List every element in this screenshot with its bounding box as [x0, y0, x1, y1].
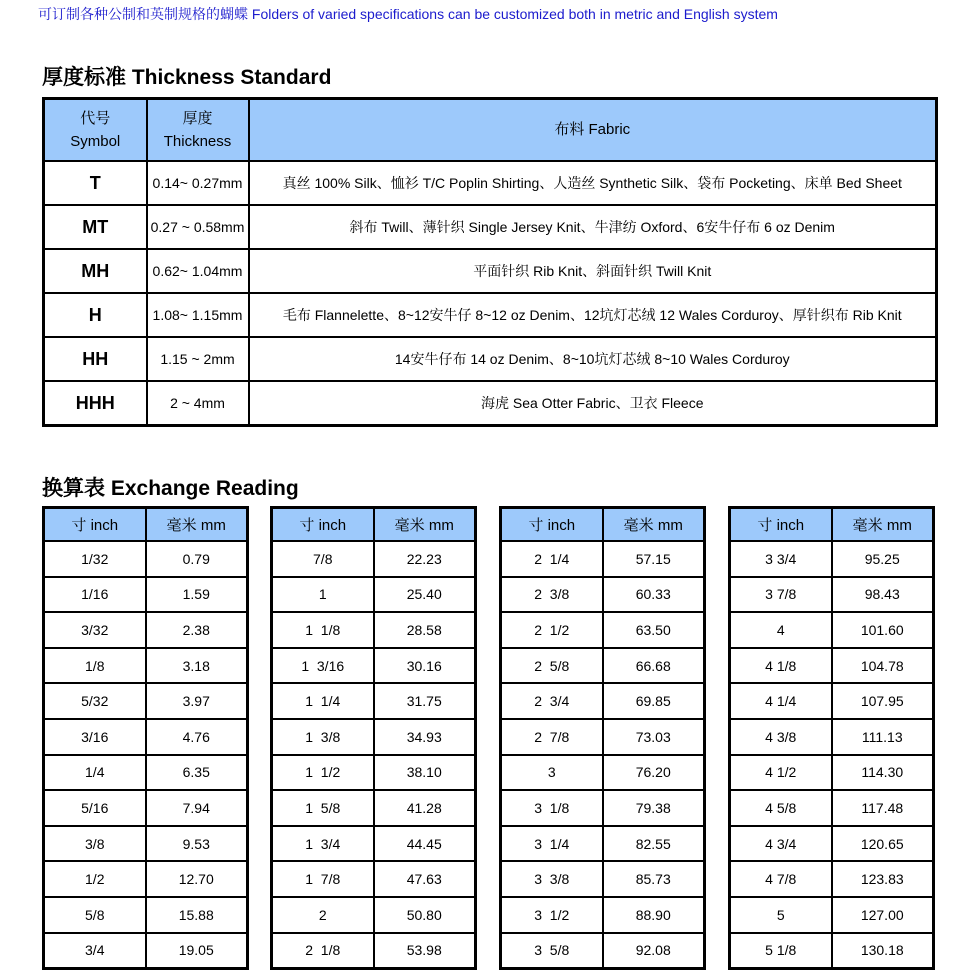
mm-cell: 3.18	[146, 648, 248, 684]
thickness-cell: 2 ~ 4mm	[147, 381, 249, 426]
inch-cell: 4 1/8	[730, 648, 832, 684]
exchange-header-row	[730, 508, 934, 542]
thickness-header-symbol	[44, 99, 147, 162]
inch-cell: 3 1/8	[501, 790, 603, 826]
thickness-row	[44, 161, 937, 205]
inch-cell: 3 3/4	[730, 541, 832, 577]
exchange-row	[44, 683, 248, 719]
mm-cell: 127.00	[832, 897, 934, 933]
mm-cell: 85.73	[603, 861, 705, 897]
inch-cell: 2 1/2	[501, 612, 603, 648]
inch-cell: 1 1/8	[272, 612, 374, 648]
inch-cell: 1 3/16	[272, 648, 374, 684]
thickness-cell: 0.62~ 1.04mm	[147, 249, 249, 293]
fabric-cell: 斜布 Twill、薄针织 Single Jersey Knit、牛津纺 Oxford、6安牛仔布 6 oz Denim	[249, 205, 937, 249]
inch-cell: 1 5/8	[272, 790, 374, 826]
inch-cell: 3 1/4	[501, 826, 603, 862]
thickness-table-body	[44, 161, 937, 426]
mm-cell: 22.23	[374, 541, 476, 577]
exchange-row	[272, 612, 476, 648]
mm-cell: 69.85	[603, 683, 705, 719]
exchange-row	[730, 577, 934, 613]
thickness-header-thickness	[147, 99, 249, 162]
mm-cell: 25.40	[374, 577, 476, 613]
inch-cell: 5/8	[44, 897, 146, 933]
exchange-row	[730, 719, 934, 755]
exchange-row	[272, 897, 476, 933]
mm-cell: 50.80	[374, 897, 476, 933]
mm-cell: 6.35	[146, 755, 248, 791]
inch-cell: 7/8	[272, 541, 374, 577]
exchange-row	[730, 755, 934, 791]
mm-cell: 104.78	[832, 648, 934, 684]
mm-cell: 60.33	[603, 577, 705, 613]
mm-cell: 28.58	[374, 612, 476, 648]
exchange-header-mm: 毫米 mm	[603, 508, 705, 542]
symbol-cell: HH	[44, 337, 147, 381]
inch-cell: 3/32	[44, 612, 146, 648]
mm-cell: 1.59	[146, 577, 248, 613]
inch-cell: 5/32	[44, 683, 146, 719]
mm-cell: 82.55	[603, 826, 705, 862]
mm-cell: 111.13	[832, 719, 934, 755]
inch-cell: 4 5/8	[730, 790, 832, 826]
thickness-row	[44, 337, 937, 381]
mm-cell: 3.97	[146, 683, 248, 719]
mm-cell: 31.75	[374, 683, 476, 719]
exchange-row	[501, 933, 705, 969]
exchange-row	[501, 826, 705, 862]
exchange-row	[44, 577, 248, 613]
exchange-table-3	[499, 506, 706, 970]
mm-cell: 38.10	[374, 755, 476, 791]
mm-cell: 92.08	[603, 933, 705, 969]
exchange-row	[730, 897, 934, 933]
inch-cell: 3/16	[44, 719, 146, 755]
inch-cell: 4 1/4	[730, 683, 832, 719]
mm-cell: 95.25	[832, 541, 934, 577]
exchange-row	[730, 683, 934, 719]
inch-cell: 2 7/8	[501, 719, 603, 755]
fabric-cell: 毛布 Flannelette、8~12安牛仔 8~12 oz Denim、12坑灯芯绒 12 Wales Corduroy、厚针织布 Rib Knit	[249, 293, 937, 337]
exchange-row	[44, 541, 248, 577]
exchange-row	[272, 933, 476, 969]
exchange-row	[730, 612, 934, 648]
inch-cell: 4	[730, 612, 832, 648]
mm-cell: 107.95	[832, 683, 934, 719]
inch-cell: 1 7/8	[272, 861, 374, 897]
exchange-row	[272, 826, 476, 862]
thickness-row	[44, 205, 937, 249]
inch-cell: 2 1/4	[501, 541, 603, 577]
mm-cell: 53.98	[374, 933, 476, 969]
exchange-row	[730, 648, 934, 684]
mm-cell: 73.03	[603, 719, 705, 755]
exchange-row	[272, 755, 476, 791]
mm-cell: 63.50	[603, 612, 705, 648]
exchange-row	[501, 683, 705, 719]
thickness-header-symbol-en: Symbol	[70, 133, 121, 150]
inch-cell: 5 1/8	[730, 933, 832, 969]
exchange-row	[44, 755, 248, 791]
exchange-row	[730, 933, 934, 969]
exchange-row	[730, 790, 934, 826]
inch-cell: 5/16	[44, 790, 146, 826]
inch-cell: 3/8	[44, 826, 146, 862]
mm-cell: 9.53	[146, 826, 248, 862]
thickness-section-title: 厚度标准 Thickness Standard	[42, 66, 332, 89]
exchange-row	[44, 897, 248, 933]
exchange-header-inch: 寸 inch	[501, 508, 603, 542]
symbol-cell: T	[44, 161, 147, 205]
inch-cell: 1/16	[44, 577, 146, 613]
inch-cell: 3 1/2	[501, 897, 603, 933]
exchange-row	[501, 719, 705, 755]
mm-cell: 114.30	[832, 755, 934, 791]
mm-cell: 19.05	[146, 933, 248, 969]
thickness-table	[42, 97, 938, 427]
exchange-row	[272, 861, 476, 897]
inch-cell: 2 1/8	[272, 933, 374, 969]
exchange-row	[730, 541, 934, 577]
thickness-header-thickness-en: Thickness	[163, 133, 232, 150]
exchange-row	[272, 577, 476, 613]
inch-cell: 3	[501, 755, 603, 791]
thickness-cell: 0.14~ 0.27mm	[147, 161, 249, 205]
inch-cell: 2	[272, 897, 374, 933]
mm-cell: 7.94	[146, 790, 248, 826]
inch-cell: 1/32	[44, 541, 146, 577]
thickness-header-thickness-zh: 厚度	[182, 109, 213, 127]
exchange-row	[501, 541, 705, 577]
exchange-row	[44, 790, 248, 826]
exchange-row	[44, 826, 248, 862]
thickness-cell: 0.27 ~ 0.58mm	[147, 205, 249, 249]
top-note: 可订制各种公制和英制规格的蝴蝶 Folders of varied specifications can be customized both in metric and English system	[38, 6, 778, 22]
exchange-row	[501, 612, 705, 648]
thickness-header-symbol-zh: 代号	[80, 109, 111, 127]
inch-cell: 2 5/8	[501, 648, 603, 684]
mm-cell: 0.79	[146, 541, 248, 577]
fabric-cell: 海虎 Sea Otter Fabric、卫衣 Fleece	[249, 381, 937, 426]
mm-cell: 12.70	[146, 861, 248, 897]
exchange-row	[44, 612, 248, 648]
mm-cell: 123.83	[832, 861, 934, 897]
thickness-cell: 1.15 ~ 2mm	[147, 337, 249, 381]
exchange-row	[501, 790, 705, 826]
mm-cell: 47.63	[374, 861, 476, 897]
exchange-header-mm: 毫米 mm	[146, 508, 248, 542]
mm-cell: 88.90	[603, 897, 705, 933]
mm-cell: 30.16	[374, 648, 476, 684]
symbol-cell: MT	[44, 205, 147, 249]
symbol-cell: MH	[44, 249, 147, 293]
inch-cell: 1 3/8	[272, 719, 374, 755]
inch-cell: 3/4	[44, 933, 146, 969]
inch-cell: 1/2	[44, 861, 146, 897]
mm-cell: 117.48	[832, 790, 934, 826]
exchange-header-inch: 寸 inch	[730, 508, 832, 542]
mm-cell: 130.18	[832, 933, 934, 969]
inch-cell: 4 1/2	[730, 755, 832, 791]
mm-cell: 44.45	[374, 826, 476, 862]
exchange-row	[44, 933, 248, 969]
mm-cell: 120.65	[832, 826, 934, 862]
exchange-row	[272, 719, 476, 755]
exchange-header-mm: 毫米 mm	[374, 508, 476, 542]
exchange-header-row	[272, 508, 476, 542]
thickness-row	[44, 249, 937, 293]
exchange-header-inch: 寸 inch	[44, 508, 146, 542]
exchange-table-2	[270, 506, 477, 970]
fabric-cell: 真丝 100% Silk、恤衫 T/C Poplin Shirting、人造丝 Synthetic Silk、袋布 Pocketing、床单 Bed Sheet	[249, 161, 937, 205]
exchange-header-mm: 毫米 mm	[832, 508, 934, 542]
exchange-row	[730, 861, 934, 897]
exchange-row	[501, 577, 705, 613]
exchange-row	[44, 719, 248, 755]
mm-cell: 4.76	[146, 719, 248, 755]
thickness-row	[44, 381, 937, 426]
exchange-row	[44, 648, 248, 684]
exchange-header-row	[501, 508, 705, 542]
inch-cell: 1/4	[44, 755, 146, 791]
inch-cell: 3 7/8	[730, 577, 832, 613]
mm-cell: 34.93	[374, 719, 476, 755]
inch-cell: 1 3/4	[272, 826, 374, 862]
inch-cell: 5	[730, 897, 832, 933]
exchange-table-4	[728, 506, 935, 970]
thickness-cell: 1.08~ 1.15mm	[147, 293, 249, 337]
inch-cell: 2 3/8	[501, 577, 603, 613]
exchange-row	[272, 790, 476, 826]
mm-cell: 2.38	[146, 612, 248, 648]
fabric-cell: 14安牛仔布 14 oz Denim、8~10坑灯芯绒 8~10 Wales Corduroy	[249, 337, 937, 381]
exchange-header-row	[44, 508, 248, 542]
inch-cell: 3 5/8	[501, 933, 603, 969]
thickness-header-row	[44, 99, 937, 162]
inch-cell: 4 3/8	[730, 719, 832, 755]
exchange-row	[501, 861, 705, 897]
exchange-row	[501, 755, 705, 791]
mm-cell: 57.15	[603, 541, 705, 577]
exchange-table-1	[42, 506, 249, 970]
exchange-section-title: 换算表 Exchange Reading	[42, 477, 299, 500]
mm-cell: 98.43	[832, 577, 934, 613]
mm-cell: 101.60	[832, 612, 934, 648]
mm-cell: 66.68	[603, 648, 705, 684]
inch-cell: 1/8	[44, 648, 146, 684]
symbol-cell: H	[44, 293, 147, 337]
thickness-row	[44, 293, 937, 337]
mm-cell: 41.28	[374, 790, 476, 826]
mm-cell: 79.38	[603, 790, 705, 826]
inch-cell: 4 3/4	[730, 826, 832, 862]
inch-cell: 3 3/8	[501, 861, 603, 897]
exchange-row	[730, 826, 934, 862]
fabric-cell: 平面针织 Rib Knit、斜面针织 Twill Knit	[249, 249, 937, 293]
mm-cell: 76.20	[603, 755, 705, 791]
exchange-row	[272, 683, 476, 719]
exchange-row	[272, 648, 476, 684]
inch-cell: 1 1/2	[272, 755, 374, 791]
inch-cell: 1 1/4	[272, 683, 374, 719]
symbol-cell: HHH	[44, 381, 147, 426]
exchange-row	[272, 541, 476, 577]
inch-cell: 2 3/4	[501, 683, 603, 719]
inch-cell: 4 7/8	[730, 861, 832, 897]
inch-cell: 1	[272, 577, 374, 613]
exchange-row	[501, 648, 705, 684]
mm-cell: 15.88	[146, 897, 248, 933]
exchange-row	[501, 897, 705, 933]
exchange-row	[44, 861, 248, 897]
exchange-header-inch: 寸 inch	[272, 508, 374, 542]
thickness-header-fabric: 布料 Fabric	[249, 99, 937, 162]
